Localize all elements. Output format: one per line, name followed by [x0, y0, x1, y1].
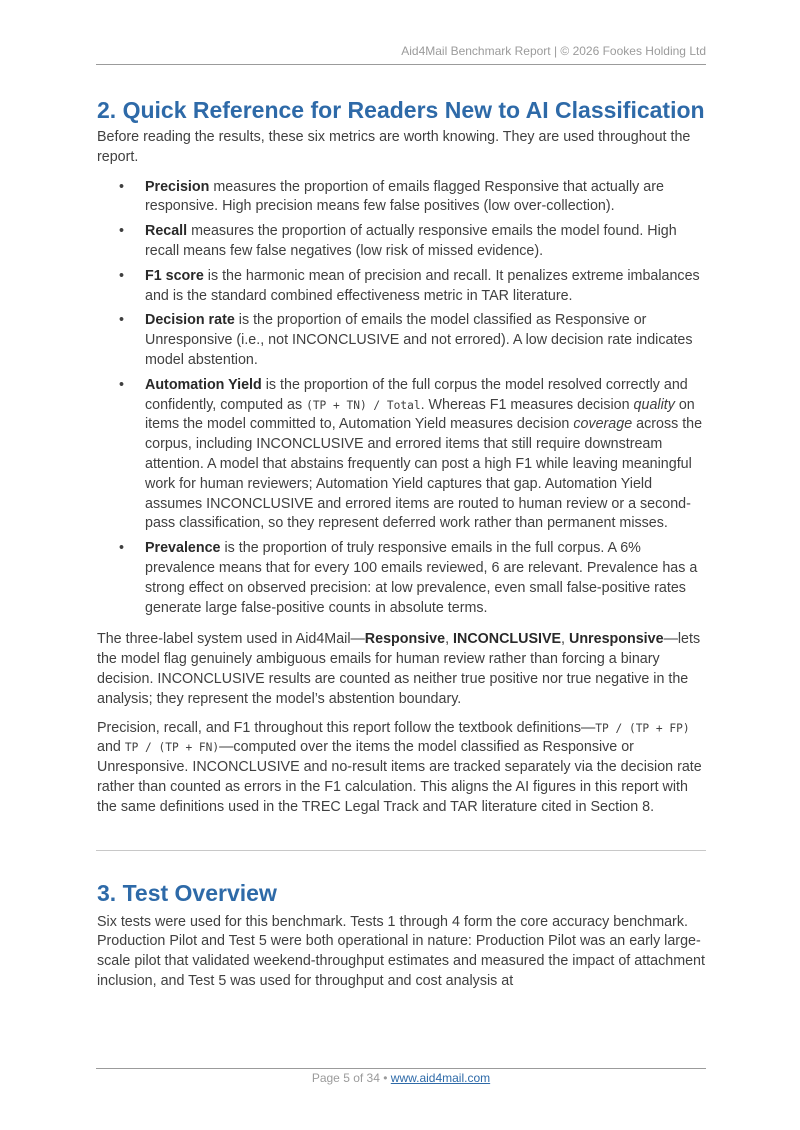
paragraph-text: and: [97, 739, 125, 756]
metric-description-part: across the corpus, including INCONCLUSIVE and errored items that still require downstream attention. A model that abstains frequently can post a high F1 while leaving meaningful work for human reviewers; Automation Yield captures that gap. Automation Yield assumes INCONCLUSIVE and errored items are routed to human review or a second-pass classification, so they represent deferred work rather than permanent misses.: [145, 416, 703, 532]
section-2-title: 2. Quick Reference for Readers New to AI Classification: [97, 97, 705, 123]
metric-description: is the proportion of emails the model classified as Responsive or Unresponsive (i.e., not INCONCLUSIVE and not errored). A low decision rate indicates model abstention.: [145, 312, 693, 368]
metric-term: Prevalence: [145, 540, 221, 557]
list-item-recall: [97, 222, 709, 262]
recall-formula-code: TP / (TP + FN): [124, 741, 220, 755]
paragraph-text: Precision, recall, and F1 throughout this report follow the textbook definitions—: [97, 719, 596, 736]
website-link[interactable]: www.aid4mail.com: [390, 1071, 491, 1085]
bullet-icon: •: [119, 376, 125, 393]
bullet-icon: •: [119, 312, 125, 329]
metric-term: Recall: [145, 223, 188, 240]
list-item-precision: [97, 178, 709, 218]
list-item-prevalence: [97, 539, 709, 618]
section-3-title: 3. Test Overview: [97, 879, 277, 906]
metric-term: Automation Yield: [145, 376, 262, 393]
paragraph-text: —computed over the items the model classified as Responsive or Unresponsive. INCONCLUSIVE and no-result items are tracked separately via the decision rate rather than counted as errors in the F1 calculation. This aligns the AI figures in this report with the same definitions used in the TREC Legal Track and TAR literature cited in Section 8.: [97, 739, 702, 815]
metrics-list: [97, 178, 709, 619]
section-3-body: Six tests were used for this benchmark. Tests 1 through 4 form the core accuracy benchmark. Production Pilot and Test 5 were both operational in nature: Production Pilot was an early large-scale pilot that validated weekend-throughput estimates and measured the impact of attachment inclusion, and Test 5 was used for throughput and cost analysis at: [97, 913, 705, 989]
metric-description-part: on items the model committed to, Automation Yield measures decision: [145, 396, 695, 433]
label-responsive: Responsive: [364, 631, 446, 648]
page-footer: [96, 1068, 706, 1085]
list-item-automation-yield: [97, 376, 709, 534]
metric-description-part: . Whereas F1 measures decision: [420, 396, 634, 413]
page-content: [97, 96, 709, 992]
separator-text: ,: [445, 631, 454, 648]
paragraph-text: The three-label system used in Aid4Mail—: [97, 631, 365, 648]
formula-code: (TP + TN) / Total: [306, 398, 421, 412]
definitions-paragraph: [97, 719, 709, 818]
separator-text: ,: [561, 631, 569, 648]
metric-description: is the proportion of truly responsive emails in the full corpus. A 6% prevalence means that for every 100 emails reviewed, 6 are relevant. Prevalence has a strong effect on observed precision: at low prevalence, even small false-positive rates generate large false-positive counts in absolute terms.: [145, 540, 698, 616]
label-inconclusive: INCONCLUSIVE: [453, 631, 562, 648]
metric-term: F1 score: [145, 267, 204, 284]
metric-description: is the harmonic mean of precision and recall. It penalizes extreme imbalances and is the standard combined effectiveness metric in TAR literature.: [145, 267, 700, 304]
paragraph-text: —lets the model flag genuinely ambiguous emails for human review rather than forcing a binary decision. INCONCLUSIVE results are counted as neither true positive nor true negative in the analysis; they represent the model’s abstention boundary.: [97, 631, 701, 707]
section-2-intro: Before reading the results, these six metrics are worth knowing. They are used throughout the report.: [97, 129, 691, 165]
bullet-icon: •: [119, 223, 125, 240]
metric-term: Decision rate: [145, 312, 235, 329]
page-header: [96, 44, 706, 65]
section-divider: [96, 850, 706, 851]
bullet-icon: •: [119, 540, 125, 557]
metric-description: measures the proportion of emails flagged Responsive that actually are responsive. High precision means few false positives (low over-collection).: [145, 178, 664, 215]
label-unresponsive: Unresponsive: [569, 631, 664, 648]
emphasis-text: coverage: [573, 416, 633, 433]
list-item-f1-score: [97, 267, 709, 307]
bullet-icon: •: [119, 178, 125, 195]
three-label-paragraph: [97, 630, 709, 709]
footer-separator: •: [383, 1071, 388, 1085]
metric-description-part: is the proportion of the full corpus the model resolved correctly and confidently, computed as: [145, 376, 688, 413]
list-item-decision-rate: [97, 311, 709, 370]
metric-description: measures the proportion of actually responsive emails the model found. High recall means few false negatives (low risk of missed evidence).: [145, 223, 677, 259]
metric-term: Precision: [145, 178, 210, 195]
emphasis-text: quality: [633, 396, 675, 413]
bullet-icon: •: [119, 267, 125, 284]
precision-formula-code: TP / (TP + FP): [595, 721, 690, 735]
header-text: Aid4Mail Benchmark Report | © 2026 Fookes Holding Ltd: [401, 44, 706, 58]
page-number: Page 5 of 34: [311, 1071, 380, 1085]
